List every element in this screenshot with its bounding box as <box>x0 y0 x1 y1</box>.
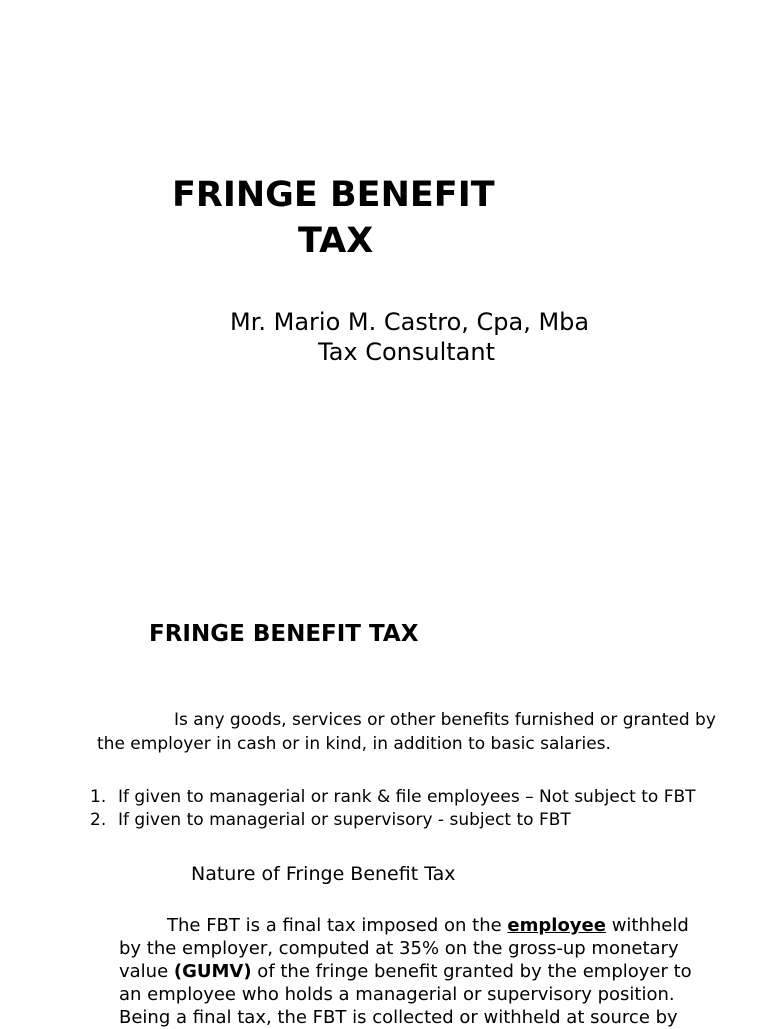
list-item: 2. If given to managerial or supervisory - subject to FBT <box>90 810 571 830</box>
title-line-2: TAX <box>298 221 374 261</box>
paragraph-line-5: Being a final tax, the FBT is collected or withheld at source by <box>119 1007 678 1028</box>
author-name: Mr. Mario M. Castro, Cpa, Mba <box>230 308 590 336</box>
nature-heading: Nature of Fringe Benefit Tax <box>191 863 456 885</box>
title-line-1: FRINGE BENEFIT <box>172 175 495 215</box>
paragraph-line-4: an employee who holds a managerial or supervisory position. <box>119 984 675 1005</box>
fbt-list <box>90 786 696 832</box>
section-heading: FRINGE BENEFIT TAX <box>149 621 419 647</box>
list-item: 1. If given to managerial or rank & file employees – Not subject to FBT <box>90 787 696 807</box>
author-role: Tax Consultant <box>318 338 495 366</box>
paragraph-line-1: The FBT is a final tax imposed on the employee withheld <box>167 915 689 936</box>
paragraph-line-2: by the employer, computed at 35% on the gross-up monetary <box>119 938 679 959</box>
definition-line-1: Is any goods, services or other benefits furnished or granted by <box>174 710 716 730</box>
paragraph-line-3: value (GUMV) of the fringe benefit granted by the employer to <box>119 961 692 982</box>
definition-line-2: the employer in cash or in kind, in addition to basic salaries. <box>97 734 611 754</box>
